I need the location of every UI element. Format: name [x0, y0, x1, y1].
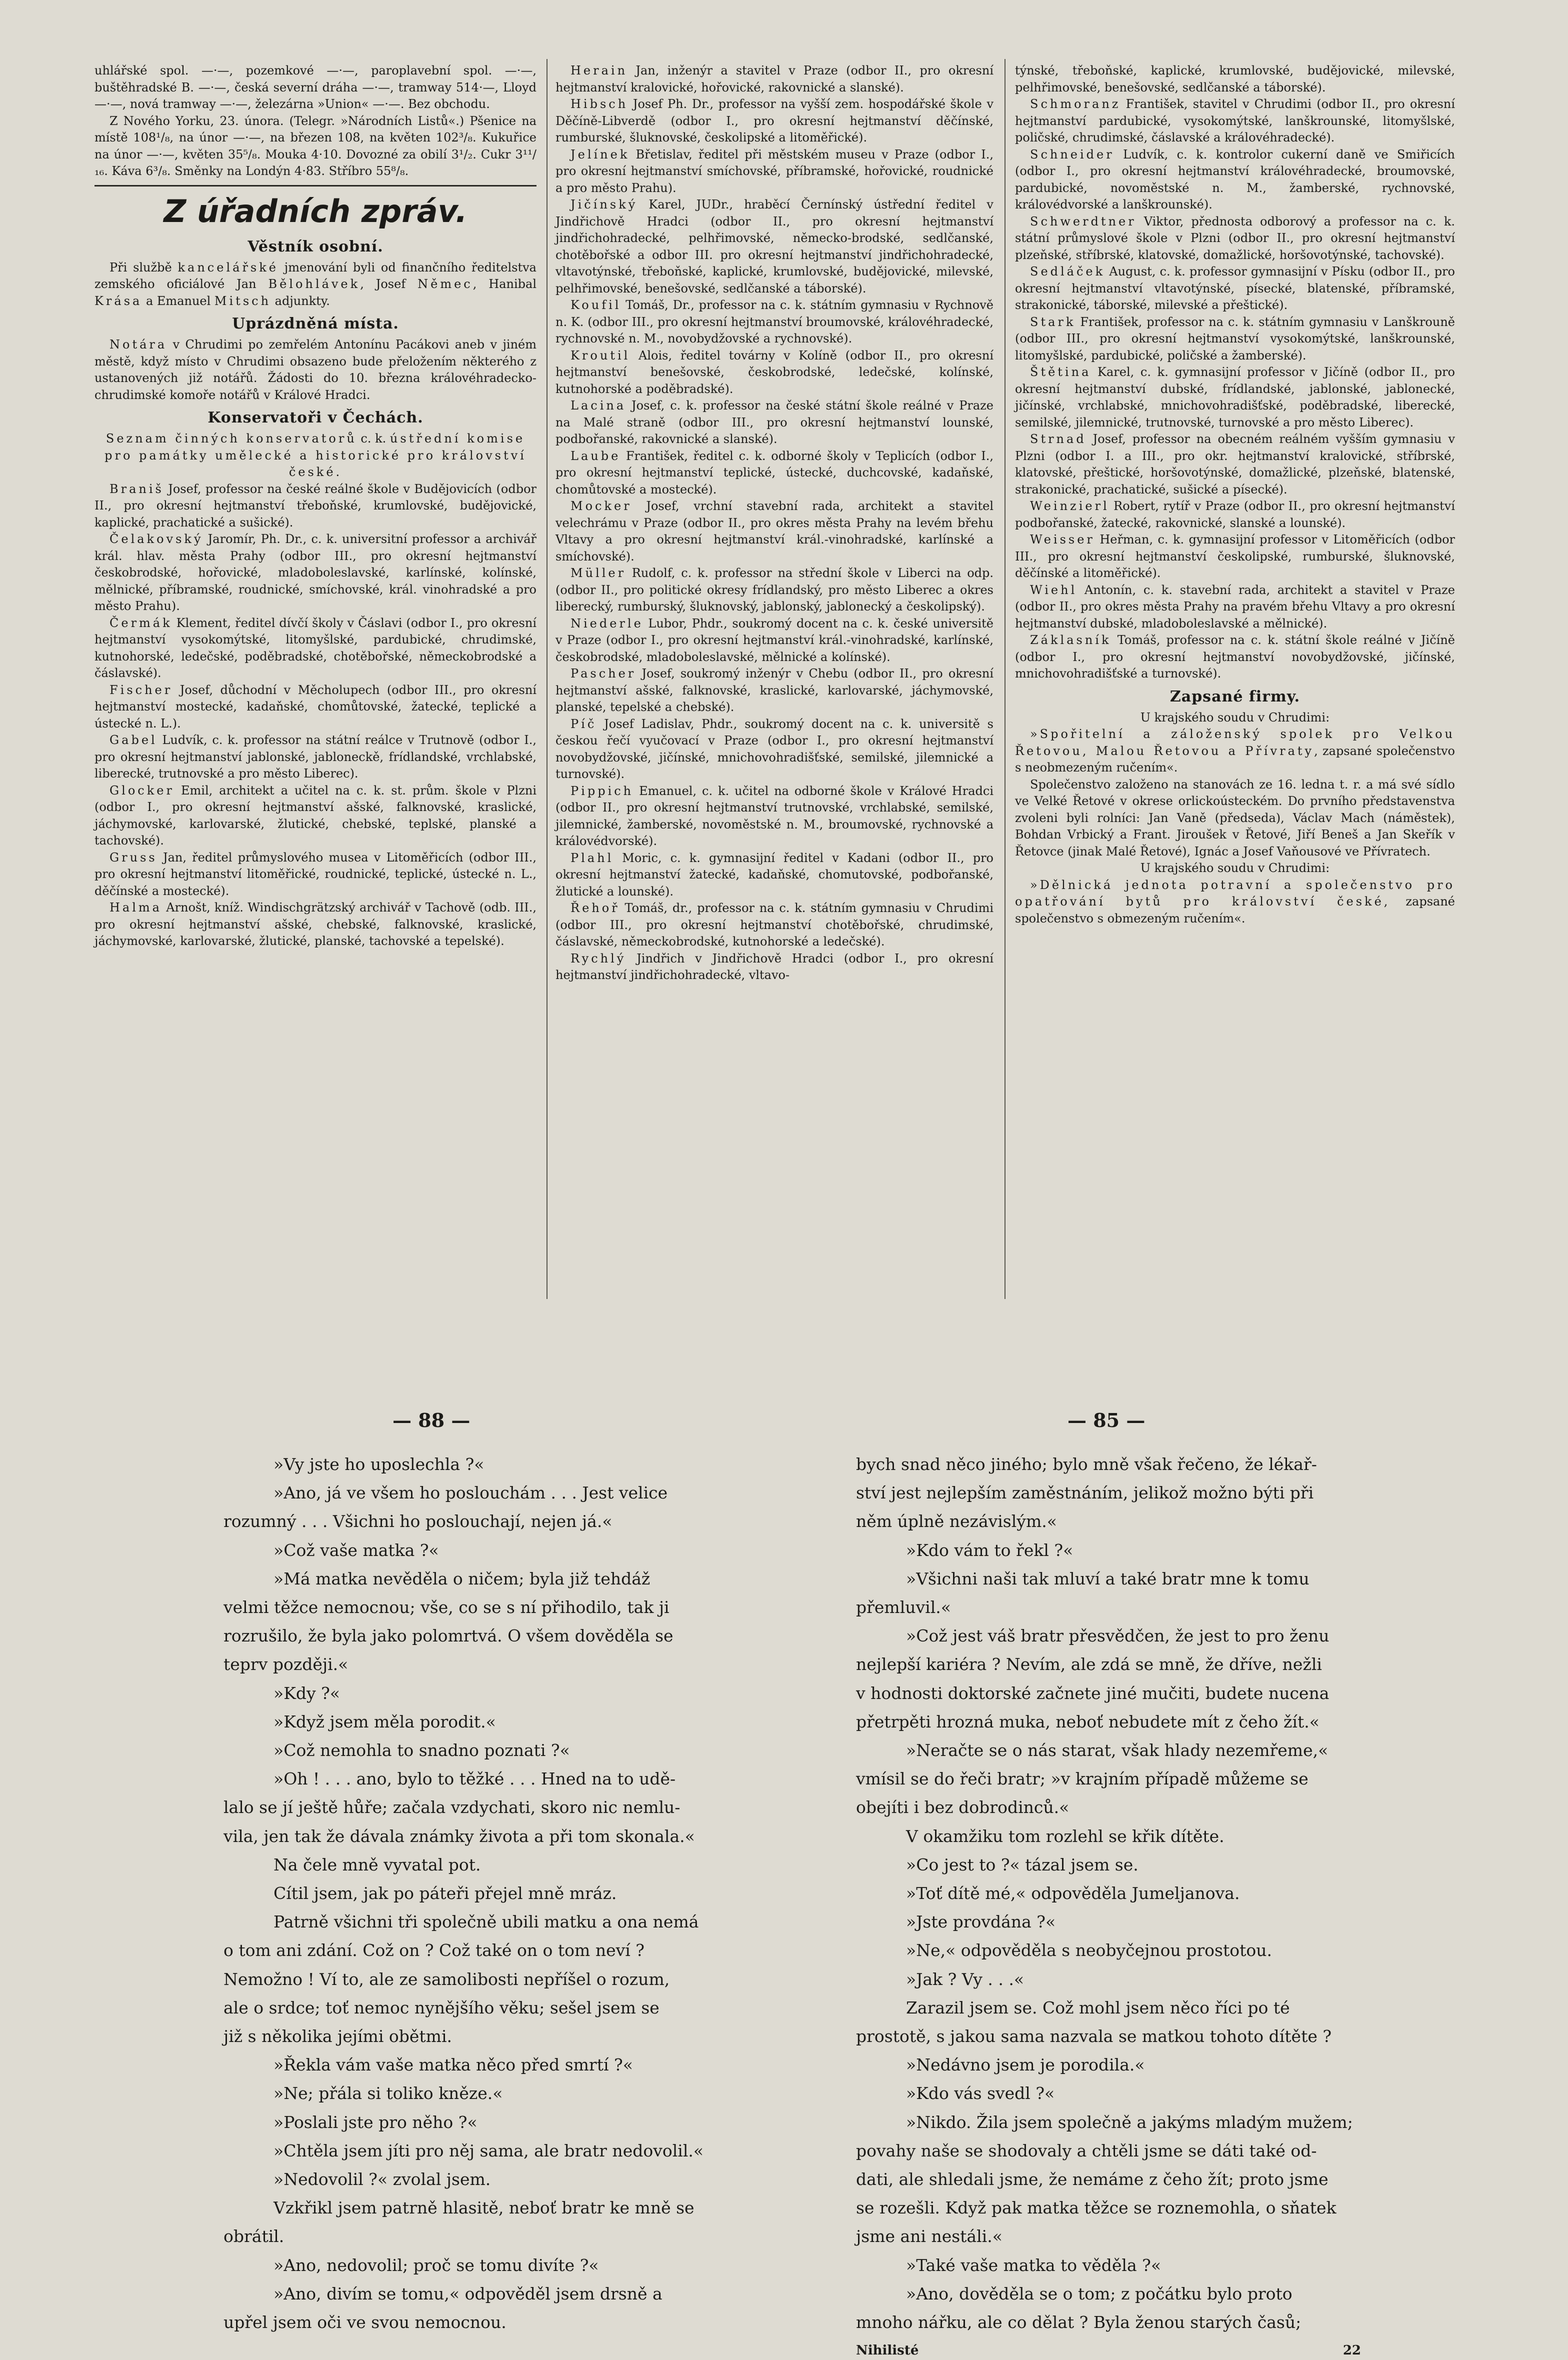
- text-run: Tomáš, dr., professor na c. k. státním gymnasiu v Chrudimi (odbor III., pro okresní hejtmanství chotěbořské, chrudimské, čáslavské, německobrodské, kutnohorské a ledečské).: [556, 901, 994, 948]
- text-run: , zapsané společenstvo s obmezeným ručením«.: [1015, 894, 1455, 926]
- text-run: c. k.: [356, 432, 390, 446]
- story-line: »Ano, dověděla se o tom; z počátku bylo proto: [906, 2284, 1292, 2304]
- text-run: Antonín, c. k. stavební rada, architekt a stavitel v Praze (odbor II., pro okres města Prahy na pravém břehu Vltavy a pro okresní hejtmanství dubské, mladoboleslavské a mělnické).: [1015, 582, 1455, 630]
- text-run: , Josef: [360, 277, 418, 291]
- story-line: »Vy jste ho uposlechla ?«: [274, 1454, 484, 1474]
- story-line: rozumný . . . Všichni ho poslouchají, nejen já.«: [224, 1512, 612, 1532]
- text-run: Karel, c. k. gymnasijní professor v Jičíně (odbor II., pro okresní hejtmanství dubské, frídlandské, jablonské, jablonecké, jičínské, vrchlabské, mnichovohradišťské, poděbradské, liberecké, semilské, jilemnické, trutnovské, turnovské a pro město Liberec).: [1015, 365, 1455, 430]
- vestnik-paragraph: [94, 260, 536, 310]
- spaced-name: Fischer: [110, 682, 173, 697]
- konservator-entry: [1015, 146, 1455, 214]
- story-line: Zarazil jsem se. Což mohl jsem něco říci po té: [906, 1998, 1290, 2018]
- text-run: František, stavitel v Chrudimi (odbor II., pro okresní hejtmanství pardubické, vysokomýtské, lanškrounské, litomyšlské, poličské, chrudimské, čáslavské a královéhradecké).: [1015, 97, 1455, 144]
- spaced-name: Mitsch: [214, 294, 272, 308]
- spaced-name: Záklasník: [1030, 633, 1112, 647]
- text-run: František, professor na c. k. státním gymnasiu v Lanškrouně (odbor III., pro okresní hejtmanství vysokomýtské, lanškrounské, litomyšlské, pardubické, poličské a žamberské).: [1015, 314, 1455, 362]
- section-rule: [94, 185, 536, 186]
- konservatori-intro: [94, 430, 536, 481]
- story-line: »Nedávno jsem je porodila.«: [906, 2055, 1145, 2075]
- text-run: adjunkty.: [271, 294, 330, 308]
- section-title: Z úřadních zpráv.: [164, 192, 468, 230]
- spaced-name: Weinzierl: [1030, 499, 1110, 513]
- text-run: Josef, professor na české reálné škole v Budějovicích (odbor II., pro okresní hejtmanství třeboňské, krumlovské, budějovické, kaplické, prachatické a sušické).: [94, 482, 536, 530]
- story-line: »Ano, divím se tomu,« odpověděl jsem drsně a: [274, 2284, 662, 2304]
- page-number-right: — 85 —: [1068, 1409, 1146, 1432]
- text-run: Při službě: [110, 260, 178, 274]
- story-line: »Což nemohla to snadno poznati ?«: [274, 1740, 570, 1760]
- spaced-name: Pascher: [570, 666, 636, 680]
- story-line: Patrně všichni tři společně ubili matku a ona nemá: [274, 1912, 699, 1932]
- story-line: »Což vaše matka ?«: [274, 1540, 439, 1560]
- text-run: Ludvík, c. k. professor na státní reálce v Trutnově (odbor I., pro okresní hejtmanství jablonské, jabloneckě, frídlandské, vrchlabské, liberecké, trutnovské a pro město Liberec).: [94, 733, 536, 780]
- spaced-name: Rychlý: [570, 951, 626, 966]
- spaced-name: Jelínek: [570, 147, 630, 162]
- story-line: »Má matka nevěděla o ničem; byla již tehdáž: [274, 1568, 650, 1588]
- column-divider: [1004, 59, 1006, 1299]
- court-line: U krajského soudu v Chrudimi:: [1140, 861, 1330, 875]
- konservator-entry: [1015, 364, 1455, 431]
- story-line: V okamžiku tom rozlehl se křik dítěte.: [906, 1826, 1224, 1846]
- spaced-name: Niederle: [570, 616, 644, 630]
- subheading-firmy: Zapsané firmy.: [1170, 688, 1300, 706]
- spaced-name: »Dělnická jednota potravní a společenstvo pro opatřování bytů pro království české: [1015, 878, 1455, 908]
- konservator-entry: [94, 732, 536, 782]
- spaced-name: Čermák: [110, 616, 172, 630]
- story-line: lalo se jí ještě hůře; začala vzdychati, skoro nic nemlu-: [224, 1798, 680, 1818]
- konservator-entry: [1015, 214, 1455, 264]
- spaced-name: Řehoř: [570, 901, 620, 915]
- text-run: Břetislav, ředitel při městském museu v Praze (odbor I., pro okresní hejtmanství smíchovské, příbramské, hořovické, roudnické a pro město Prahu).: [556, 147, 994, 195]
- konservator-entry: [94, 682, 536, 732]
- story-line: již s několika jejími obětmi.: [224, 2026, 452, 2046]
- market-report-vienna: uhlářské spol. —·—, pozemkové —·—, paroplavební spol. —·—, buštěhradské B. —·—, česká severní dráha —·—, tramway 514·—, Lloyd —·—, nová tramway —·—, železárna »Union« —·—. Bez obchodu.: [94, 64, 536, 111]
- firm-name: [1015, 877, 1455, 928]
- spaced-name: Notára: [110, 338, 168, 352]
- konservator-entry: [556, 196, 994, 297]
- spaced-name: Krása: [94, 294, 142, 308]
- konservator-entry: [1015, 498, 1455, 532]
- text-run: Robert, rytíř v Praze (odbor II., pro okresní hejtmanství podbořanské, žatecké, rakovnické, slanské a lounské).: [1015, 499, 1455, 530]
- konservator-entry: [1015, 431, 1455, 498]
- konservator-entry: [94, 531, 536, 615]
- story-line: »Oh ! . . . ano, bylo to těžké . . . Hned na to udě-: [274, 1769, 676, 1789]
- spaced-name: Laube: [570, 448, 621, 463]
- konservator-entry: [556, 448, 994, 498]
- column-1: [94, 62, 536, 950]
- text-run: Jan, inženýr a stavitel v Praze (odbor II., pro okresní hejtmanství kralovické, hořovické, rakovnické a slanské).: [556, 64, 994, 94]
- konservator-entry: [556, 62, 994, 96]
- konservator-entry: [1015, 314, 1455, 364]
- story-line: »Kdo vám to řekl ?«: [906, 1540, 1074, 1560]
- story-line: »Chtěla jsem jíti pro něj sama, ale bratr nedovolil.«: [274, 2140, 704, 2160]
- text-run: Josef, professor na obecném reálném vyšším gymnasiu v Plzni (odbor I. a III., pro okr. hejtmanství kralovické, stříbrské, klatovské, přeštické, horšovotýnské, domažlické, plzeňské, blatenské, strakonické, prachatické, sušické a písecké).: [1015, 432, 1455, 496]
- konservator-entry: [94, 481, 536, 532]
- story-line: upřel jsem oči ve svou nemocnou.: [224, 2312, 506, 2332]
- spaced-name: »Spořitelní a záloženský spolek pro Velkou Řetovou, Malou Řetovou a Přívraty: [1015, 727, 1455, 758]
- konservator-entry: [1015, 264, 1455, 314]
- spaced-name: Gabel: [110, 733, 158, 747]
- story-column-left: [224, 1450, 724, 2336]
- text-run: Klement, ředitel dívčí školy v Čáslavi (odbor I., pro okresní hejtmanství vysokomýtské, litomyšlské, pardubické, chrudimské, kutnohorské, ledečské, poděbradské, chotěbořské, německobrodské a čáslavské).: [94, 616, 536, 680]
- story-line: »Nikdo. Žila jsem společně a jakýms mladým mužem;: [906, 2112, 1353, 2132]
- text-run: týnské, třeboňské, kaplické, krumlovské, budějovické, milevské, pelhřimovské, benešovské, sedlčanské a táborské).: [1015, 64, 1455, 94]
- story-line: nejlepší kariéra ? Nevím, ale zdá se mně, že dříve, nežli: [856, 1654, 1322, 1674]
- spaced-name: Mocker: [570, 499, 632, 513]
- story-line: »Kdo vás svedl ?«: [906, 2084, 1055, 2104]
- text-run: Viktor, přednosta odborový a professor na c. k. státní průmyslové škole v Plzni (odbor II., pro okresní hejtmanství plzeňské, stříbrské, klatovské, domažlické, horšovotýnské, tachovské).: [1015, 214, 1455, 262]
- konservator-list: [1015, 62, 1455, 682]
- text-run: Emil, architekt a učitel na c. k. st. prům. škole v Plzni (odbor I., pro okresní hejtmanství ašské, falknovské, kraslické, jáchymovské, karlovarské, žlutické, chebské, teplské, planské a tachovské).: [94, 783, 536, 848]
- konservator-list: [94, 481, 536, 950]
- story-line: »Ano, já ve všem ho poslouchám . . . Jest velice: [274, 1483, 668, 1503]
- konservator-entry: [556, 96, 994, 146]
- spaced-name: Plahl: [570, 850, 614, 865]
- story-line: »Jste provdána ?«: [906, 1912, 1056, 1932]
- konservator-entry: [556, 565, 994, 616]
- column-2: [556, 62, 994, 984]
- spaced-name: Braniš: [110, 482, 164, 496]
- story-line: přetrpěti hrozná muka, neboť nebudete mít z čeho žít.«: [856, 1712, 1320, 1732]
- spaced-name: Herain: [570, 64, 628, 78]
- story-line: povahy naše se shodovaly a chtěli jsme se dáti také od-: [856, 2140, 1317, 2160]
- text-run: August, c. k. professor gymnasijní v Písku (odbor II., pro okresní hejtmanství vltavotýnské, písecké, blatenské, příbramské, strakonické, táborské, milevské a přeštické).: [1015, 264, 1455, 312]
- spaced-name: Gruss: [110, 850, 158, 864]
- spaced-name: Halma: [110, 900, 162, 914]
- spaced-name: ústřední komise pro památky umělecké a historické pro království české.: [104, 432, 526, 479]
- spaced-name: Müller: [570, 566, 626, 580]
- spaced-name: Pippich: [570, 784, 634, 798]
- konservator-entry: [556, 348, 994, 398]
- konservator-entry: [556, 850, 994, 900]
- story-line: »Když jsem měla porodit.«: [274, 1712, 496, 1732]
- story-line: rozrušilo, že byla jako polomrtvá. O všem dověděla se: [224, 1626, 674, 1646]
- konservator-entry: [556, 666, 994, 716]
- text-run: Arnošt, kníž. Windischgrätzský archivář v Tachově (odb. III., pro okresní hejtmanství ašské, chebské, falknovské, kraslické, jáchymovské, karlovarské, žlutické, planské, tachovské a tepelské).: [94, 900, 536, 948]
- spaced-name: Píč: [570, 716, 597, 731]
- story-line: mnoho nářku, ale co dělat ? Byla ženou starých časů;: [856, 2312, 1302, 2332]
- story-footer: [856, 2336, 1361, 2360]
- subheading-mista: Uprázdněná místa.: [232, 315, 399, 332]
- spaced-name: Wiehl: [1030, 582, 1078, 597]
- spaced-name: Kroutil: [570, 348, 630, 362]
- column-divider: [546, 59, 548, 1299]
- text-run: Ludvík, c. k. kontrolor cukerní daně ve Smiřicích (odbor I., pro okresní hejtmanství královéhradecké, broumovské, pardubické, novoměstské n. M., žamberské, rychnovské, královédvorské a lanškrounské).: [1015, 147, 1455, 212]
- text-run: , Hanibal: [472, 277, 536, 291]
- spaced-name: Koufil: [570, 298, 622, 312]
- story-line: Cítil jsem, jak po páteři přejel mně mráz.: [274, 1884, 617, 1904]
- konservator-entry: [94, 615, 536, 682]
- text-run: Josef, důchodní v Měcholupech (odbor III., pro okresní hejtmanství mostecké, kadaňské, chomůtovské, žatecké, teplické a ústecké n. L.).: [94, 682, 536, 730]
- konservator-entry: [556, 297, 994, 348]
- konservator-entry: [94, 850, 536, 900]
- konservator-entry: [556, 950, 994, 984]
- story-line: »Všichni naši tak mluví a také bratr mne k tomu: [906, 1568, 1310, 1588]
- spaced-name: Bělohlávek: [268, 277, 360, 291]
- spaced-name: Hibsch: [570, 97, 628, 111]
- story-line: prostotě, s jakou sama nazvala se matkou tohoto dítěte ?: [856, 2026, 1332, 2046]
- story-line: »Co jest to ?« tázal jsem se.: [906, 1854, 1138, 1874]
- page-number-left: — 88 —: [392, 1409, 470, 1432]
- konservator-entry: [556, 146, 994, 197]
- story-line: Na čele mně vyvatal pot.: [274, 1854, 481, 1874]
- story-line: »Také vaše matka to věděla ?«: [906, 2255, 1162, 2275]
- text-run: Josef, soukromý inženýr v Chebu (odbor II., pro okresní hejtmanství ašské, falknovské, kraslické, karlovarské, jáchymovské, planské, tepelské a chebské).: [556, 666, 994, 714]
- konservator-entry: [556, 716, 994, 783]
- text-run: Josef Ph. Dr., professor na vyšší zem. hospodářské škole v Děčíně-Libverdě (odbor I., pro okresní hejtmanství děčínské, rumburské, šluknovské, českolipské a litoměřické).: [556, 97, 994, 144]
- subheading-konservatori: Konservatoři v Čechách.: [208, 409, 424, 426]
- spaced-name: Schmoranz: [1030, 97, 1121, 111]
- story-line: ství jest nejlepším zaměstnáním, jelikož možno býti při: [856, 1483, 1314, 1503]
- text-run: Emanuel, c. k. učitel na odborné škole v Králové Hradci (odbor II., pro okresní hejtmanství trutnovské, vrchlabské, semilské, jilemnické, žamberské, novoměstské n. M., broumovské, rychnovské a královédvorské).: [556, 784, 994, 848]
- konservator-entry: [1015, 62, 1455, 96]
- text-run: Josef, c. k. professor na české státní škole reálné v Praze na Malé straně (odbor III., pro okresní hejtmanství lounské, podbořanské, rakovnické a slanské).: [556, 398, 994, 446]
- konservator-entry: [556, 783, 994, 850]
- spaced-name: Jičínský: [570, 198, 638, 212]
- firm-description: Společenstvo založeno na stanovách ze 16. ledna t. r. a má své sídlo ve Velké Řetové v okrese orlickoústeckém. Do prvního představenstva zvoleni byli rolníci: Jan Vaně (předseda), Václav Mach (náměstek), Bohdan Vrbický a Frant. Jiroušek v Řetové, Jiří Beneš a Jan Skeřík v Řetovce (jinak Malé Řetové), Ignác a Josef Vaňousové ve Přívratech.: [1015, 777, 1455, 858]
- text-run: Jaromír, Ph. Dr., c. k. universitní professor a archivář král. hlav. města Prahy (odbor III., pro okresní hejtmanství českobrodské, hořovické, mladoboleslavské, karlínské, kolínské, mělnické, příbramské, roudnické, smíchovské, král. vinohradské a pro město Prahu).: [94, 532, 536, 613]
- story-line: vmísil se do řeči bratr; »v krajním případě můžeme se: [856, 1769, 1308, 1789]
- story-line: obejíti i bez dobrodinců.«: [856, 1798, 1070, 1818]
- konservator-entry: [556, 398, 994, 448]
- story-line: ale o srdce; toť nemoc nynějšího věku; sešel jsem se: [224, 1998, 660, 2018]
- spaced-name: Lacina: [570, 398, 626, 412]
- konservator-entry: [94, 900, 536, 950]
- story-line: obrátil.: [224, 2226, 284, 2246]
- story-line: »Poslali jste pro něho ?«: [274, 2112, 478, 2132]
- story-column-right: [856, 1450, 1361, 2360]
- text-run: Lubor, Phdr., soukromý docent na c. k. české universitě v Praze (odbor I., pro okresní hejtmanství král.-vinohradské, karlínské, českobrodské, mladoboleslavské, mělnické a kolínské).: [556, 616, 994, 664]
- market-report-new-york: Z Nového Yorku, 23. února. (Telegr. »Národních Listů«.) Pšenice na místě 108¹/₈, na únor —·—, na březen 108, na květen 102³/₈. Kukuřice na únor —·—, květen 35⁵/₈. Mouka 4·10. Dovozné za obilí 3¹/₂. Cukr 3¹¹/₁₆. Káva 6³/₈. Směnky na Londýn 4·83. Stříbro 55⁸/₈.: [94, 114, 536, 178]
- konservator-entry: [94, 782, 536, 850]
- subheading-vestnik: Věstník osobní.: [248, 238, 384, 256]
- column-3: [1015, 62, 1455, 927]
- konservator-entry: [556, 616, 994, 666]
- text-run: Jan, ředitel průmyslového musea v Litoměřicích (odbor III., pro okresní hejtmanství litoměřické, roudnické, teplické, ústecké n. L., děčínské a mostecké).: [94, 850, 536, 898]
- text-run: jmenování byli od finančního ředitelstva zemského oficiálové Jan: [94, 260, 536, 291]
- story-line: se rozešli. Když pak matka těžce se roznemohla, o sňatek: [856, 2198, 1336, 2218]
- story-line: »Což jest váš bratr přesvědčen, že jest to pro ženu: [906, 1626, 1330, 1646]
- text-run: v Chrudimi po zemřelém Antonínu Pacákovi aneb v jiném městě, když místo v Chrudimi obsazeno bude přeložením některého z ustanovených již notářů. Žádosti do 10. března královéhradecko-chrudimské komoře notářů v Králové Hradci.: [94, 338, 536, 402]
- konservator-entry: [556, 900, 994, 950]
- text-run: Josef Ladislav, Phdr., soukromý docent na c. k. universitě s českou řečí vyučovací v Praze (odbor I., pro okresní hejtmanství novobydžovské, jičínské, mnichovohradišťské, semilské, jilemnické a turnovské).: [556, 716, 994, 781]
- text-run: a Emanuel: [142, 294, 214, 308]
- story-line: přemluvil.«: [856, 1598, 951, 1618]
- spaced-name: Weisser: [1030, 532, 1095, 546]
- story-line: »Ne,« odpověděla s neobyčejnou prostotou.: [906, 1940, 1272, 1960]
- story-line: »Řekla vám vaše matka něco před smrtí ?«: [274, 2055, 633, 2075]
- spaced-name: Němec: [418, 277, 473, 291]
- story-line: »Kdy ?«: [274, 1683, 340, 1703]
- story-footer-title: Nihilisté: [856, 2343, 919, 2358]
- text-run: Alois, ředitel továrny v Kolíně (odbor II., pro okresní hejtmanství benešovské, českobrodské, ledečské, kolínské, kutnohorské a poděbradské).: [556, 348, 994, 396]
- spaced-name: Sedláček: [1030, 264, 1106, 278]
- spaced-name: Schwerdtner: [1030, 214, 1136, 228]
- story-line: v hodnosti doktorské začnete jiné mučiti, budete nucena: [856, 1683, 1330, 1703]
- text-run: Karel, JUDr., hraběcí Černínský ústřední ředitel v Jindřichově Hradci (odbor II., pro okresní hejtmanství jindřichohradecké, pelhřimovské, německo-brodské, sedlčanské, chotěbořské a odbor III. pro okresní hejtmanství jindřichohradecké, vltavotýnské, třeboňské, kaplické, krumlovské, budějovické, milevské, pelhřimovské, benešovské, sedlčanské a táborské).: [556, 198, 994, 296]
- text-run: Jindřich v Jindřichově Hradci (odbor I., pro okresní hejtmanství jindřichohradecké, vltavo-: [556, 951, 994, 982]
- story-line: »Nedovolil ?« zvolal jsem.: [274, 2170, 491, 2190]
- konservator-entry: [556, 498, 994, 565]
- spaced-name: Stark: [1030, 314, 1076, 329]
- story-line: bych snad něco jiného; bylo mně však řečeno, že lékař-: [856, 1454, 1317, 1474]
- story-line: dati, ale shledali jsme, že nemáme z čeho žít; proto jsme: [856, 2170, 1328, 2190]
- konservator-entry: [1015, 632, 1455, 682]
- story-line: »Toť dítě mé,« odpověděla Jumeljanova.: [906, 1884, 1240, 1904]
- konservator-entry: [1015, 532, 1455, 582]
- story-line: jsme ani nestáli.«: [856, 2226, 1002, 2246]
- story-line: Vzkřikl jsem patrně hlasitě, neboť bratr ke mně se: [274, 2198, 694, 2218]
- story-line: »Neračte se o nás starat, však hlady nezemřeme,«: [906, 1740, 1328, 1760]
- text-run: Tomáš, Dr., professor na c. k. státním gymnasiu v Rychnově n. K. (odbor III., pro okresní hejtmanství broumovské, královéhradecké, rychnovské n. M., novobydžovské a rychnovské).: [556, 298, 994, 346]
- text-run: , zapsané společenstvo s neobmezeným ručením«.: [1015, 744, 1455, 774]
- spaced-name: Glocker: [110, 783, 174, 798]
- text-run: Tomáš, professor na c. k. státní škole reálné v Jičíně (odbor I., pro okresní hejtmanství novobydžovské, jičínské, mnichovohradišťské a turnovské).: [1015, 633, 1455, 680]
- spaced-name: Strnad: [1030, 432, 1086, 446]
- spaced-name: kancelářské: [178, 260, 278, 274]
- spaced-name: Seznam činných konservatorů: [106, 432, 357, 446]
- text-run: Josef, vrchní stavební rada, architekt a stavitel velechrámu v Praze (odbor II., pro okres města Prahy na levém břehu Vltavy a pro okresní hejtmanství král.-vinohradské, karlínské a smíchovské).: [556, 499, 994, 564]
- story-line: velmi těžce nemocnou; vše, co se s ní přihodilo, tak ji: [224, 1598, 670, 1618]
- spaced-name: Štětina: [1030, 365, 1092, 379]
- story-line: »Ano, nedovolil; proč se tomu divíte ?«: [274, 2255, 599, 2275]
- konservator-entry: [1015, 96, 1455, 146]
- text-run: František, ředitel c. k. odborné školy v Teplicích (odbor I., pro okresní hejtmanství teplické, ústecké, duchcovské, kadaňské, chomůtovské a mostecké).: [556, 448, 994, 496]
- text-run: Rudolf, c. k. professor na střední škole v Liberci na odp. (odbor II., pro politické okresy frídlandský, pro město Liberec a okres liberecký, rumburský, šluknovský, jablonský, jablonecký a českolipský).: [556, 566, 994, 614]
- court-line: U krajského soudu v Chrudimi:: [1140, 710, 1330, 724]
- text-run: Moric, c. k. gymnasijní ředitel v Kadani (odbor II., pro okresní hejtmanství žatecké, kadaňské, chomutovské, podbořanské, žlutické a lounské).: [556, 850, 994, 898]
- story-line: »Jak ? Vy . . .«: [906, 1969, 1024, 1989]
- story-line: něm úplně nezávislým.«: [856, 1512, 1057, 1532]
- spaced-name: Schneider: [1030, 147, 1114, 162]
- story-line: o tom ani zdání. Což on ? Což také on o tom neví ?: [224, 1940, 644, 1960]
- text-run: Heřman, c. k. gymnasijní professor v Litoměřicích (odbor III., pro okresní hejtmanství českolipské, rumburské, šluknovské, děčínské a litoměřické).: [1015, 532, 1455, 580]
- story-line: »Ne; přála si toliko kněze.«: [274, 2084, 503, 2104]
- firm-name: [1015, 726, 1455, 776]
- konservator-list: [556, 62, 994, 984]
- story-line: Nemožno ! Ví to, ale ze samolibosti nepříšel o rozum,: [224, 1969, 670, 1989]
- story-line: vila, jen tak že dávala známky života a při tom skonala.«: [224, 1826, 695, 1846]
- story-line: teprv později.«: [224, 1654, 348, 1674]
- story-lines: [856, 1450, 1361, 2336]
- spaced-name: Čelakovský: [110, 532, 204, 546]
- konservator-entry: [1015, 582, 1455, 632]
- mista-paragraph: [94, 336, 536, 404]
- story-footer-number: 22: [1342, 2343, 1361, 2358]
